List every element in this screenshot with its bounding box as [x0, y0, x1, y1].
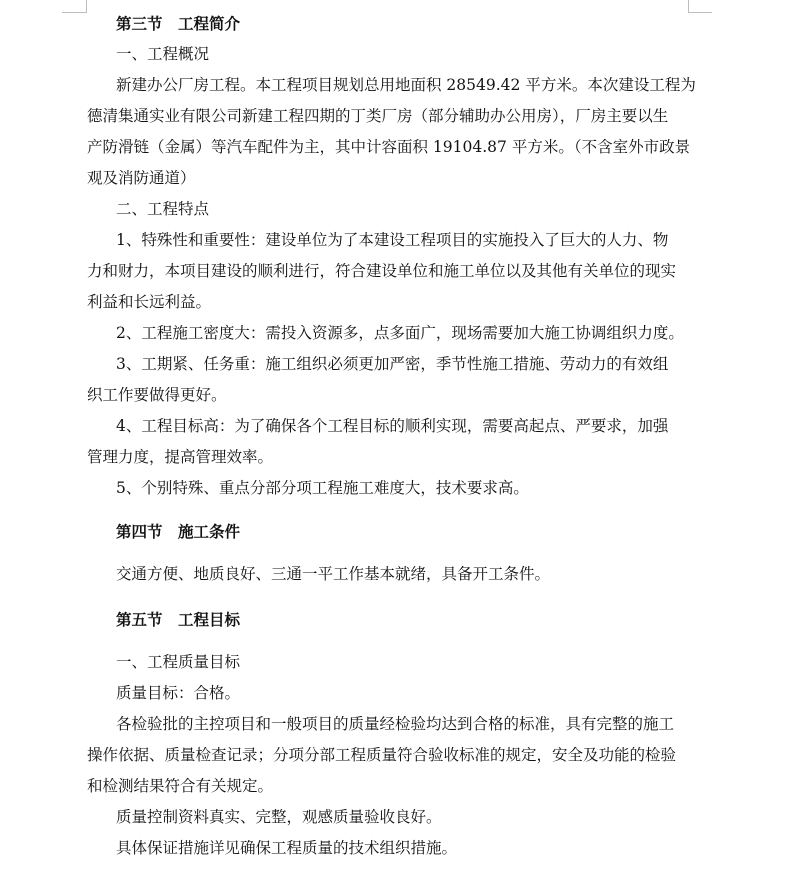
list-item: 5、个别特殊、重点分部分项工程施工难度大，技术要求高。: [116, 479, 529, 497]
section-heading: 第五节 工程目标: [116, 610, 241, 629]
section-heading: 第三节 工程简介: [116, 14, 241, 33]
paragraph-line: 新建办公厂房工程。本工程项目规划总用地面积 28549.42 平方米。本次建设工程为: [116, 76, 696, 94]
paragraph-line: 各检验批的主控项目和一般项目的质量经检验均达到合格的标准，具有完整的施工: [116, 715, 675, 733]
paragraph-line: 观及消防通道）: [87, 169, 196, 187]
paragraph-line: 德清集通实业有限公司新建工程四期的丁类厂房（部分辅助办公用房），厂房主要以生: [87, 107, 669, 125]
list-item-line: 3、工期紧、任务重：施工组织必须更加严密，季节性施工措施、劳动力的有效组: [116, 355, 669, 373]
crop-mark-top-right: [688, 12, 712, 13]
paragraph: 质量控制资料真实、完整，观感质量验收良好。: [116, 808, 442, 826]
list-item: 2、工程施工密度大：需投入资源多，点多面广，现场需要加大施工协调组织力度。: [116, 324, 684, 342]
paragraph-line: 操作依据、质量检查记录；分项分部工程质量符合验收标准的规定，安全及功能的检验: [87, 746, 677, 764]
section-spacer: [87, 504, 690, 516]
document-body: [87, 8, 696, 864]
list-item-line: 4、工程目标高：为了确保各个工程目标的顺利实现，需要高起点、严要求，加强: [116, 417, 669, 435]
paragraph: 交通方便、地质良好、三通一平工作基本就绪，具备开工条件。: [116, 565, 551, 583]
paragraph-line: 和检测结果符合有关规定。: [87, 777, 274, 795]
list-item-line: 利益和长远利益。: [87, 293, 212, 311]
subheading: 一、工程概况: [116, 45, 210, 63]
heading-spacer: [87, 635, 690, 647]
paragraph: 具体保证措施详见确保工程质量的技术组织措施。: [116, 839, 458, 857]
paragraph: 质量目标：合格。: [116, 684, 241, 702]
subheading: 二、工程特点: [116, 200, 210, 218]
section-heading: 第四节 施工条件: [116, 522, 241, 541]
list-item-line: 管理力度，提高管理效率。: [87, 448, 274, 466]
crop-mark-top-left: [62, 12, 86, 13]
list-item-line: 织工作要做得更好。: [87, 386, 227, 404]
list-item-line: 1、特殊性和重要性：建设单位为了本建设工程项目的实施投入了巨大的人力、物: [116, 231, 669, 249]
section-spacer: [87, 590, 690, 604]
heading-spacer: [87, 547, 690, 559]
list-item-line: 力和财力，本项目建设的顺利进行，符合建设单位和施工单位以及其他有关单位的现实: [87, 262, 677, 280]
subheading: 一、工程质量目标: [116, 653, 241, 671]
paragraph-line: 产防滑链（金属）等汽车配件为主，其中计容面积 19104.87 平方米。（不含室外市政景: [87, 138, 691, 156]
